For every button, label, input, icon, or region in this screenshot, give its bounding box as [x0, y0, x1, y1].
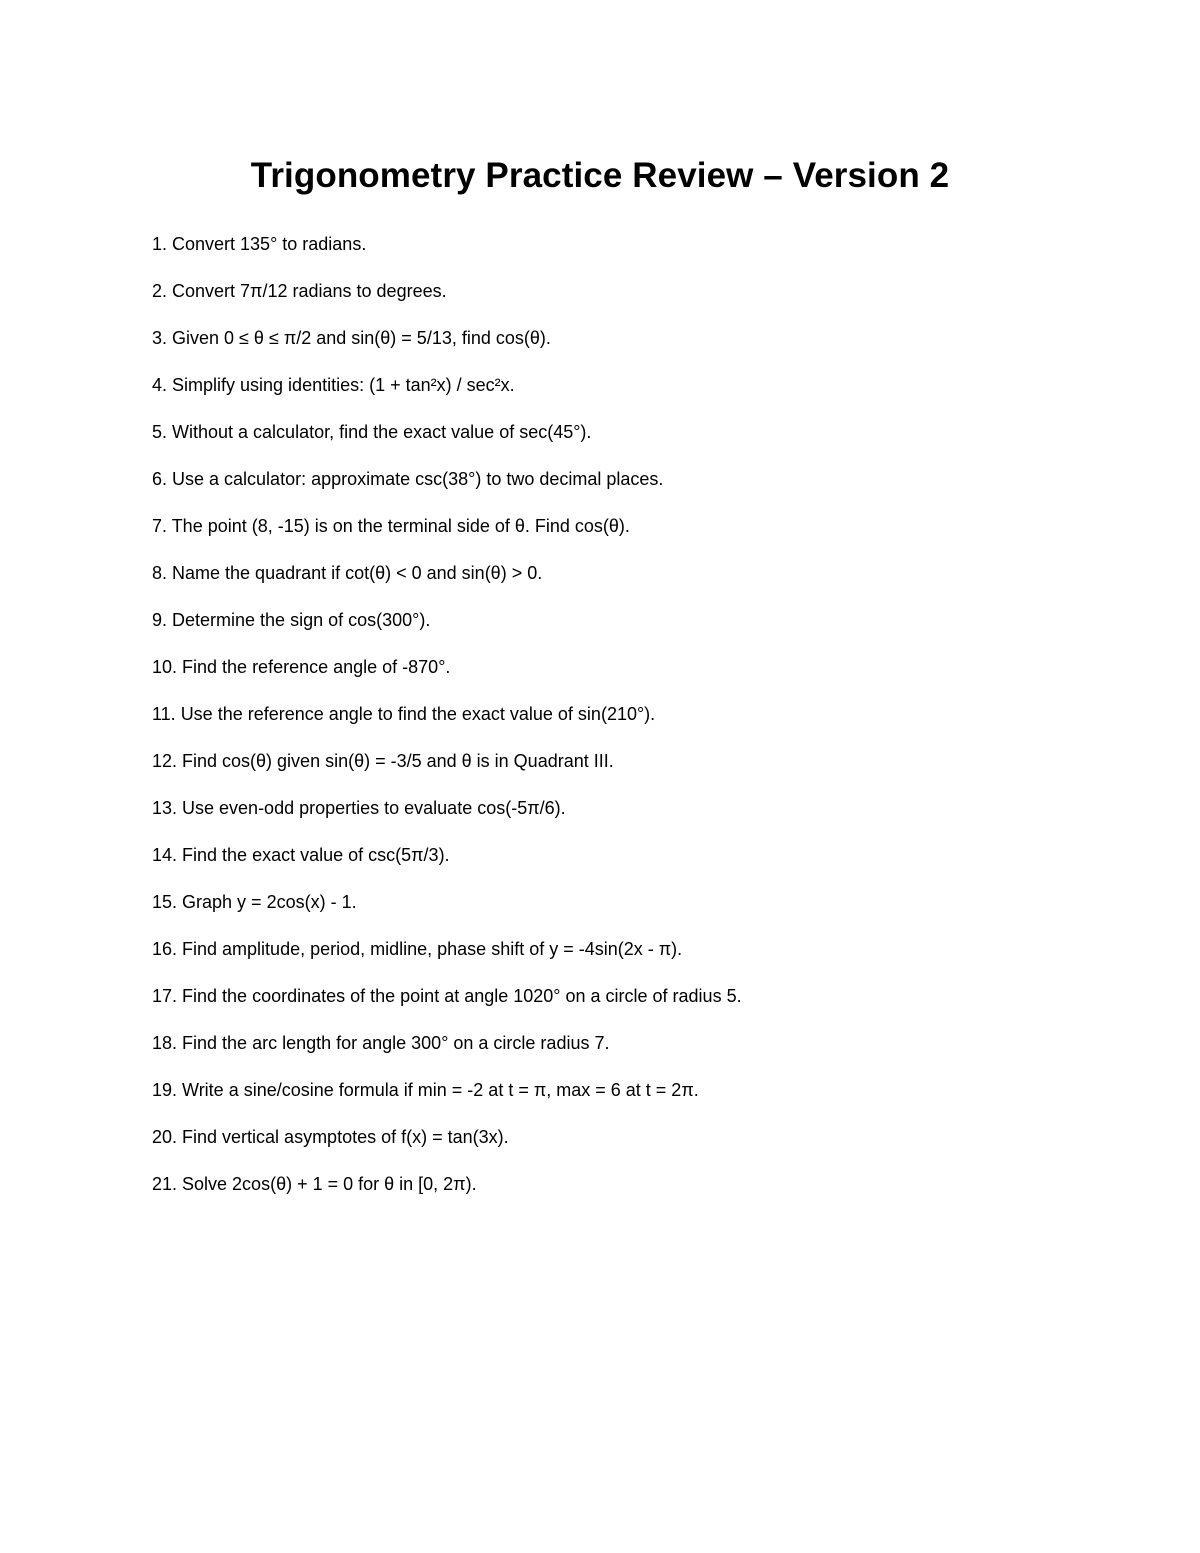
question-15: 15. Graph y = 2cos(x) - 1. — [152, 892, 357, 912]
question-10: 10. Find the reference angle of -870°. — [152, 657, 451, 677]
question-19: 19. Write a sine/cosine formula if min = -2 at t = π, max = 6 at t = 2π. — [152, 1080, 699, 1100]
question-4: 4. Simplify using identities: (1 + tan²x) / sec²x. — [152, 375, 515, 395]
question-20: 20. Find vertical asymptotes of f(x) = tan(3x). — [152, 1127, 509, 1147]
page-title: Trigonometry Practice Review – Version 2 — [250, 156, 950, 195]
question-13: 13. Use even-odd properties to evaluate cos(-5π/6). — [152, 798, 566, 818]
question-17: 17. Find the coordinates of the point at angle 1020° on a circle of radius 5. — [152, 986, 742, 1006]
question-14: 14. Find the exact value of csc(5π/3). — [152, 845, 450, 865]
question-6: 6. Use a calculator: approximate csc(38°) to two decimal places. — [152, 469, 664, 489]
question-16: 16. Find amplitude, period, midline, phase shift of y = -4sin(2x - π). — [152, 939, 683, 959]
question-1: 1. Convert 135° to radians. — [152, 234, 367, 254]
question-12: 12. Find cos(θ) given sin(θ) = -3/5 and θ is in Quadrant III. — [152, 751, 614, 771]
question-18: 18. Find the arc length for angle 300° on a circle radius 7. — [152, 1033, 610, 1053]
question-5: 5. Without a calculator, find the exact value of sec(45°). — [152, 422, 592, 442]
question-3: 3. Given 0 ≤ θ ≤ π/2 and sin(θ) = 5/13, find cos(θ). — [152, 328, 551, 348]
question-11: 11. Use the reference angle to find the exact value of sin(210°). — [152, 704, 656, 724]
question-7: 7. The point (8, -15) is on the terminal side of θ. Find cos(θ). — [152, 516, 630, 536]
question-2: 2. Convert 7π/12 radians to degrees. — [152, 281, 447, 301]
question-8: 8. Name the quadrant if cot(θ) < 0 and sin(θ) > 0. — [152, 563, 543, 583]
question-9: 9. Determine the sign of cos(300°). — [152, 610, 431, 630]
question-list — [152, 230, 1152, 1217]
question-21: 21. Solve 2cos(θ) + 1 = 0 for θ in [0, 2π). — [152, 1174, 477, 1194]
